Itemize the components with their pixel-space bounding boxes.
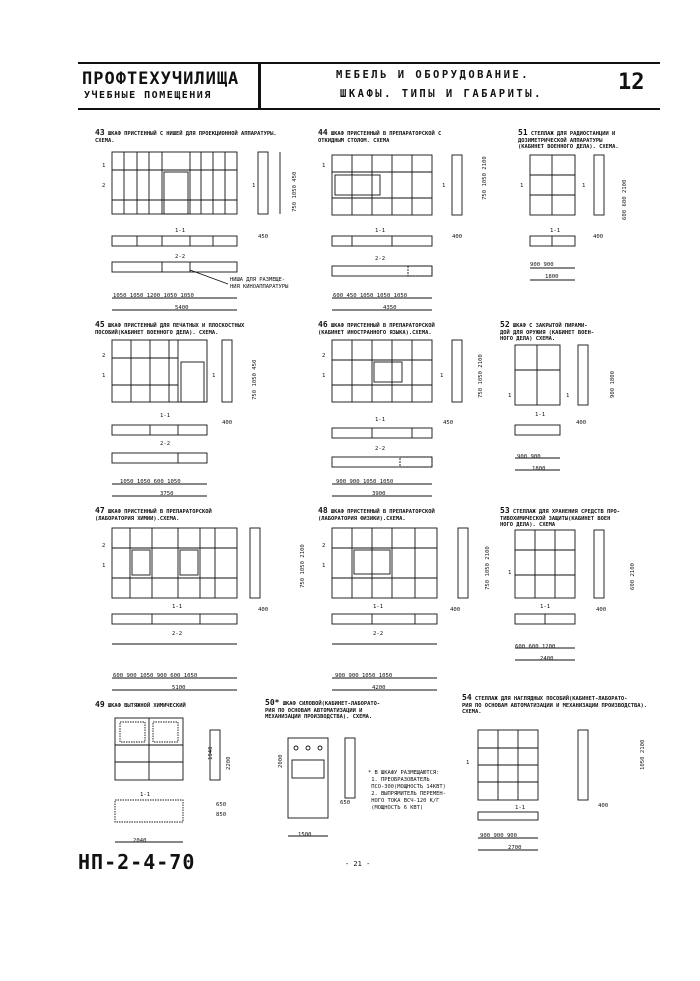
mark-54-1l: 1 xyxy=(466,760,470,766)
dim-54-side: 400 xyxy=(598,803,609,809)
header-subtitle: УЧЕБНЫЕ ПОМЕЩЕНИЯ xyxy=(84,90,212,101)
section-53-11: 1-1 xyxy=(540,604,551,610)
item-53-caption: 53 СТЕЛЛАЖ ДЛЯ ХРАНЕНИЯ СРЕДСТВ ПРО- ТИВОХИМИЧЕСКОЙ ЗАЩИТЫ(КАБИНЕТ ВОЕН НОГО ДЕЛА). СХЕМА xyxy=(500,506,620,529)
dim-50-h: 2000 xyxy=(278,754,284,768)
mark-48-2l: 2 xyxy=(322,543,326,549)
item-44-plans xyxy=(332,236,432,310)
dim-48-total: 4200 xyxy=(372,685,386,691)
mark-46-1r: 1 xyxy=(440,373,444,379)
mark-51-1l: 1 xyxy=(520,183,524,189)
dim-52-total: 1800 xyxy=(532,466,546,472)
mark-46-2l: 2 xyxy=(322,353,326,359)
item-46-plans xyxy=(332,428,432,496)
section-45-11: 1-1 xyxy=(160,413,171,419)
mark-46-1l: 1 xyxy=(322,373,326,379)
dim-46-total: 3900 xyxy=(372,491,386,497)
item-43-elevation xyxy=(112,152,280,214)
dim-50-w: 1500 xyxy=(298,832,312,838)
item-43-plans xyxy=(112,236,237,310)
item-46-caption: 46 ШКАФ ПРИСТЕННЫЙ В ПРЕПАРАТОРСКОЙ (КАБИНЕТ ИНОСТРАННОГО ЯЗЫКА).СХЕМА. xyxy=(318,320,435,336)
item-51-plan xyxy=(530,236,575,280)
mark-45-1l: 1 xyxy=(102,373,106,379)
item-49-caption: 49 ШКАФ ВЫТЯЖНОЙ ХИМИЧЕСКИЙ xyxy=(95,700,186,709)
dim-43-side: 450 xyxy=(258,234,269,240)
dim-54-v: 1050 2100 xyxy=(640,739,646,770)
dim-43-row: 1050 1050 1200 1050 1050 xyxy=(113,293,194,299)
sheet-code: НП-2-4-70 xyxy=(78,850,196,874)
dim-51-row: 900 900 xyxy=(530,262,554,268)
dim-52-v: 900 1800 xyxy=(610,371,616,398)
dim-46-v: 750 1050 2100 xyxy=(478,354,484,398)
dim-52-side: 400 xyxy=(576,420,587,426)
dim-43-total: 5400 xyxy=(175,305,189,311)
mark-43-1l: 1 xyxy=(102,163,106,169)
dim-48-row: 900 900 1050 1050 xyxy=(335,673,393,679)
item-45-plans xyxy=(112,425,207,496)
dim-45-total: 3750 xyxy=(160,491,174,497)
dim-47-total: 5100 xyxy=(172,685,186,691)
dim-49-side2: 650 xyxy=(216,802,227,808)
section-51-11: 1-1 xyxy=(550,228,561,234)
item-53-plan xyxy=(515,614,575,660)
mark-47-1l: 1 xyxy=(102,563,106,569)
dim-44-total: 4350 xyxy=(383,305,397,311)
dim-48-side: 400 xyxy=(450,607,461,613)
dim-53-row: 600 600 1200 xyxy=(515,644,556,650)
dim-44-side: 400 xyxy=(452,234,463,240)
mark-47-2l: 2 xyxy=(102,543,106,549)
item-52-plan xyxy=(515,425,560,470)
item-53-elevation xyxy=(515,530,604,598)
section-44-11: 1-1 xyxy=(375,228,386,234)
mark-44-1r: 1 xyxy=(442,183,446,189)
dim-45-v: 750 1050 450 xyxy=(252,359,258,400)
dim-47-side: 400 xyxy=(258,607,269,613)
section-48-11: 1-1 xyxy=(373,604,384,610)
section-49-11: 1-1 xyxy=(140,792,151,798)
item-50-note: * В ШКАФУ РАЗМЕЩАЮТСЯ: 1. ПРЕОБРАЗОВАТЕЛЬ ПСО-300(МОЩНОСТЬ 14КВТ) 2. ВЫПРЯМИТЕЛЬ ПЕРЕМЕН- НОГО ТОКА ВСЧ-120 К/Г (МОЩНОСТЬ 6 КВТ) xyxy=(368,770,446,811)
item-54-caption: 54 СТЕЛЛАЖ ДЛЯ НАГЛЯДНЫХ ПОСОБИЙ(КАБИНЕТ-ЛАБОРАТО- РИЯ ПО ОСНОВАМ АВТОМАТИЗАЦИИ И МЕХАНИЗАЦИИ ПРОИЗВОДСТВА). СХЕМА. xyxy=(462,693,647,716)
dim-54-row: 900 900 900 xyxy=(480,833,518,839)
item-48-elevation xyxy=(332,528,468,598)
header-heading-1: МЕБЕЛЬ И ОБОРУДОВАНИЕ. xyxy=(336,69,531,81)
dim-49-h: 1940 xyxy=(208,746,214,760)
mark-52-1r: 1 xyxy=(566,393,570,399)
dim-46-side: 450 xyxy=(443,420,454,426)
dim-53-total: 2400 xyxy=(540,656,554,662)
section-52-11: 1-1 xyxy=(535,412,546,418)
header-heading-2: ШКАФЫ. ТИПЫ И ГАБАРИТЫ. xyxy=(340,88,543,100)
item-52-elevation xyxy=(515,345,588,405)
item-49-elevation xyxy=(115,718,220,842)
item-54-elevation xyxy=(478,730,588,850)
mark-43-2l: 2 xyxy=(102,183,106,189)
mark-43-1r: 1 xyxy=(252,183,256,189)
mark-44-1l: 1 xyxy=(322,163,326,169)
section-47-11: 1-1 xyxy=(172,604,183,610)
dim-53-side: 400 xyxy=(596,607,607,613)
mark-52-1l: 1 xyxy=(508,393,512,399)
item-47-plans xyxy=(112,614,237,690)
section-46-22: 2-2 xyxy=(375,446,386,452)
section-48-22: 2-2 xyxy=(373,631,384,637)
dim-48-v: 750 1050 2100 xyxy=(485,546,491,590)
niche-note: НИША ДЛЯ РАЗМЕЩЕ- НИЯ КИНОАППАРАТУРЫ xyxy=(230,277,289,290)
header-title: ПРОФТЕХУЧИЛИЩА xyxy=(82,69,240,89)
sheet-page: - 21 - xyxy=(345,860,371,868)
dim-49-side: 850 xyxy=(216,812,227,818)
item-47-elevation xyxy=(112,528,260,598)
dim-47-row: 600 900 1050 900 600 1050 xyxy=(113,673,198,679)
dim-54-total: 2700 xyxy=(508,845,522,851)
dim-51-total: 1800 xyxy=(545,274,559,280)
item-45-elevation xyxy=(112,340,232,402)
dim-53-v: 600 2100 xyxy=(630,563,636,590)
section-54-11: 1-1 xyxy=(515,805,526,811)
dim-45-side: 400 xyxy=(222,420,233,426)
mark-51-1r: 1 xyxy=(582,183,586,189)
item-51-caption: 51 СТЕЛЛАЖ ДЛЯ РАДИОСТАНЦИИ И ДОЗИМЕТРИЧЕСКОЙ АППАРАТУРЫ (КАБИНЕТ ВОЕННОГО ДЕЛА). СХЕМА. xyxy=(518,128,619,151)
dim-47-v: 750 1050 2100 xyxy=(300,544,306,588)
dim-51-v: 600 600 2100 xyxy=(622,179,628,220)
section-44-22: 2-2 xyxy=(375,256,386,262)
dim-46-row: 900 900 1050 1050 xyxy=(336,479,394,485)
item-44-caption: 44 ШКАФ ПРИСТЕННЫЙ В ПРЕПАРАТОРСКОЙ С ОТКИДНЫМ СТОЛОМ. СХЕМА xyxy=(318,128,442,144)
dim-52-row: 900 900 xyxy=(517,454,541,460)
item-48-plans xyxy=(332,614,437,690)
item-50-caption: 50* ШКАФ СИЛОВОЙ(КАБИНЕТ-ЛАБОРАТО- РИЯ ПО ОСНОВАМ АВТОМАТИЗАЦИИ И МЕХАНИЗАЦИИ ПРОИЗВОДСТВА). СХЕМА. xyxy=(265,698,381,721)
page-number: 12 xyxy=(618,70,645,95)
item-47-caption: 47 ШКАФ ПРИСТЕННЫЙ В ПРЕПАРАТОРСКОЙ (ЛАБОРАТОРИЯ ХИМИИ).СХЕМА. xyxy=(95,506,212,522)
dim-44-row: 600 450 1050 1050 1050 xyxy=(333,293,408,299)
mark-53-1l: 1 xyxy=(508,570,512,576)
dim-43-v: 750 1050 450 xyxy=(292,171,298,212)
item-51-elevation xyxy=(530,155,604,215)
item-50-elevation xyxy=(288,738,355,836)
mark-48-1l: 1 xyxy=(322,563,326,569)
item-44-elevation xyxy=(332,155,462,215)
mark-45-2l: 2 xyxy=(102,353,106,359)
section-43-22: 2-2 xyxy=(175,254,186,260)
mark-45-1r: 1 xyxy=(212,373,216,379)
section-45-22: 2-2 xyxy=(160,441,171,447)
dim-49-total-h: 2200 xyxy=(226,756,232,770)
item-45-caption: 45 ШКАФ ПРИСТЕННЫЙ ДЛЯ ПЕЧАТНЫХ И ПЛОСКОСТНЫХ ПОСОБИЙ(КАБИНЕТ ВОЕННОГО ДЕЛА). СХЕМА. xyxy=(95,320,245,336)
section-47-22: 2-2 xyxy=(172,631,183,637)
section-46-11: 1-1 xyxy=(375,417,386,423)
dim-50-side: 650 xyxy=(340,800,351,806)
dim-45-row: 1050 1050 600 1050 xyxy=(120,479,181,485)
dim-44-v: 750 1050 2100 xyxy=(482,156,488,200)
dim-51-side: 400 xyxy=(593,234,604,240)
item-48-caption: 48 ШКАФ ПРИСТЕННЫЙ В ПРЕПАРАТОРСКОЙ (ЛАБОРАТОРИЯ ФИЗИКИ).СХЕМА. xyxy=(318,506,435,522)
section-43-11: 1-1 xyxy=(175,228,186,234)
item-52-caption: 52 ШКАФ С ЗАКРЫТОЙ ПИРАМИ- ДОЙ ДЛЯ ОРУЖИЯ (КАБИНЕТ ВОЕН- НОГО ДЕЛА) СХЕМА. xyxy=(500,320,595,343)
dim-49-w: 2040 xyxy=(133,838,147,844)
item-46-elevation xyxy=(332,340,462,402)
item-43-caption: 43 ШКАФ ПРИСТЕННЫЙ С НИШЕЙ ДЛЯ ПРОЕКЦИОННОЙ АППАРАТУРЫ. СХЕМА. xyxy=(95,128,277,144)
